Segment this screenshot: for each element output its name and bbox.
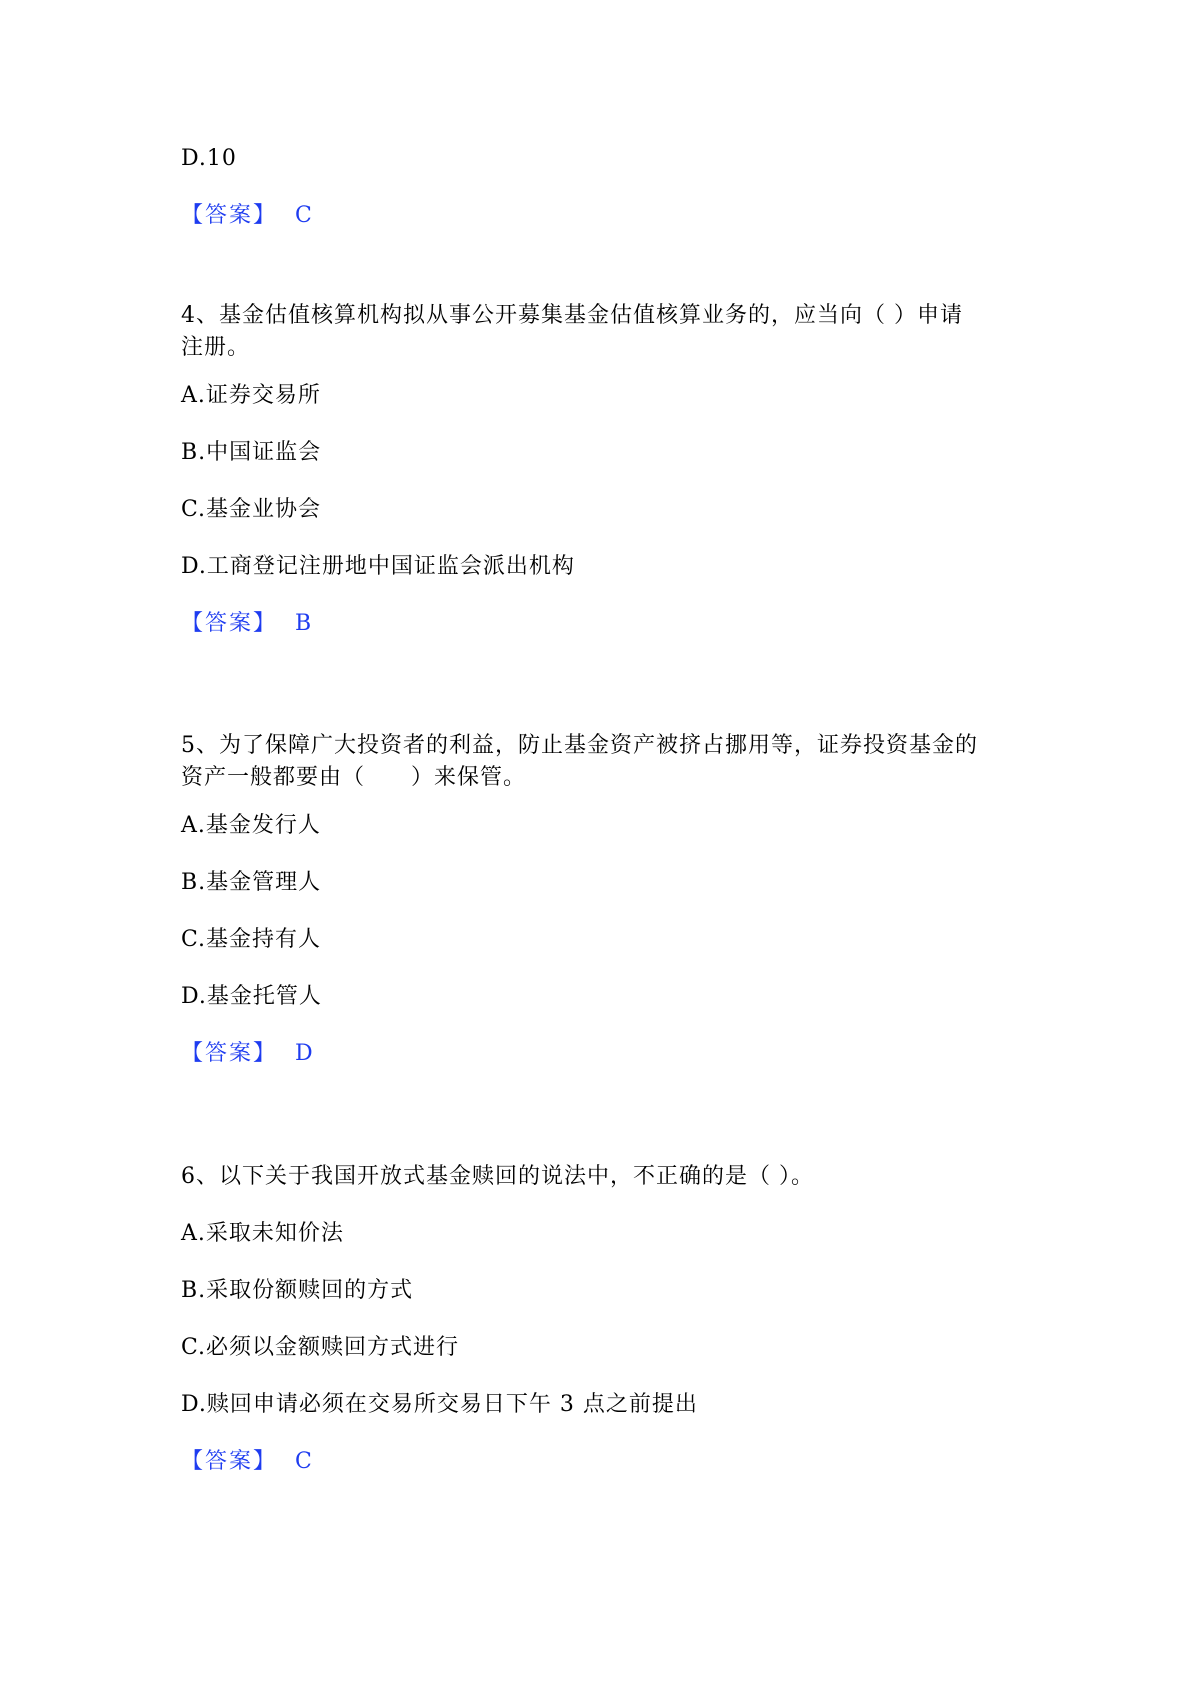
q6-option-d: D.赎回申请必须在交易所交易日下午 3 点之前提出 [181, 1392, 698, 1417]
answer-label: 【答案】 [181, 611, 278, 636]
q5-stem [181, 730, 1021, 794]
q4-option-a: A.证券交易所 [181, 383, 321, 408]
q5-option-d: D.基金托管人 [181, 984, 322, 1009]
q4-answer [181, 608, 311, 640]
answer-label: 【答案】 [181, 1449, 278, 1474]
q5-stem-line1: 5、为了保障广大投资者的利益，防止基金资产被挤占挪用等，证券投资基金的 [181, 733, 978, 758]
q6-answer [181, 1446, 312, 1478]
q3-option-d: D.10 [181, 146, 237, 171]
q6-option-c: C.必须以金额赎回方式进行 [181, 1335, 460, 1360]
answer-value: D [295, 1041, 313, 1066]
q6-stem [181, 1161, 1021, 1193]
q5-answer [181, 1038, 313, 1070]
answer-label: 【答案】 [181, 203, 278, 228]
q3-answer [181, 200, 312, 232]
answer-value: B [295, 611, 312, 636]
answer-value: C [295, 1449, 312, 1474]
q4-option-c: C.基金业协会 [181, 497, 322, 522]
q6-option-b: B.采取份额赎回的方式 [181, 1278, 414, 1303]
answer-label: 【答案】 [181, 1041, 278, 1066]
q5-option-b: B.基金管理人 [181, 870, 322, 895]
q4-option-b: B.中国证监会 [181, 440, 322, 465]
q5-option-a: A.基金发行人 [181, 813, 321, 838]
q4-stem-line2: 注册。 [181, 335, 251, 360]
q6-stem-line1: 6、以下关于我国开放式基金赎回的说法中，不正确的是（ ）。 [181, 1164, 814, 1189]
q4-stem [181, 300, 1021, 364]
q4-stem-line1: 4、基金估值核算机构拟从事公开募集基金估值核算业务的，应当向（ ）申请 [181, 303, 963, 328]
q5-stem-line2: 资产一般都要由（ ）来保管。 [181, 765, 527, 790]
q6-option-a: A.采取未知价法 [181, 1221, 344, 1246]
q4-option-d: D.工商登记注册地中国证监会派出机构 [181, 554, 575, 579]
q5-option-c: C.基金持有人 [181, 927, 322, 952]
answer-value: C [295, 203, 312, 228]
